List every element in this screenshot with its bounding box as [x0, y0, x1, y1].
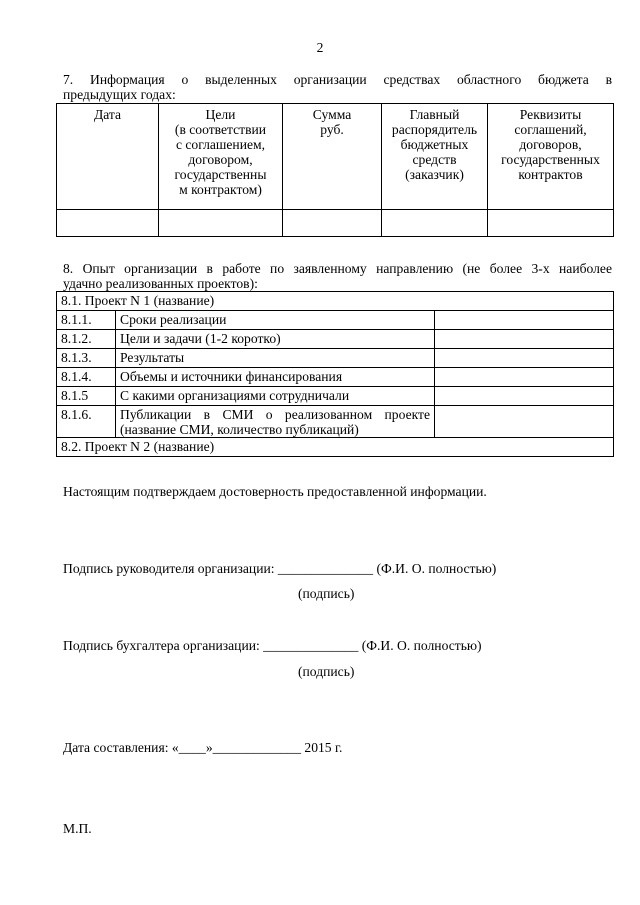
header-text: Реквизиты [519, 107, 582, 122]
row-label: Объемы и источники финансирования [116, 368, 435, 387]
header-text: средств [412, 152, 457, 167]
section7-title-line2: предыдущих годах: [63, 87, 176, 102]
project2-title: 8.2. Проект N 2 (название) [57, 438, 614, 457]
date-line: Дата составления: «____»_____________ 2015 г. [63, 740, 343, 755]
header-text: распорядитель [391, 122, 478, 137]
row-number: 8.1.3. [57, 349, 116, 368]
table-row [57, 387, 614, 406]
row-number: 8.1.5 [57, 387, 116, 406]
header-text: бюджетных [400, 137, 469, 152]
row-label: Цели и задачи (1-2 коротко) [116, 330, 435, 349]
header-sum [283, 104, 382, 210]
table-cell[interactable] [159, 210, 283, 237]
table-cell[interactable] [283, 210, 382, 237]
table-cell[interactable] [57, 210, 159, 237]
header-text: соглашений, [514, 122, 587, 137]
table-header-row [57, 104, 614, 210]
header-requisites [488, 104, 614, 210]
projects-table [56, 291, 614, 457]
header-text: государственны [174, 167, 267, 182]
header-text: (в соответствии [174, 122, 267, 137]
header-text: договоров, [519, 137, 582, 152]
row-number: 8.1.6. [57, 406, 116, 438]
header-text: (заказчик) [405, 167, 464, 182]
row-label: Результаты [116, 349, 435, 368]
row-number: 8.1.2. [57, 330, 116, 349]
section8-title-line2: удачно реализованных проектов): [63, 276, 258, 291]
head-signature-line: Подпись руководителя организации: ______________ (Ф.И. О. полностью) [63, 561, 497, 576]
row-number: 8.1.1. [57, 311, 116, 330]
table-cell[interactable] [382, 210, 488, 237]
table-row [57, 311, 614, 330]
row-label-line1: Публикации в СМИ о реализованном проекте [120, 407, 430, 422]
table-cell[interactable] [435, 349, 614, 368]
page-number: 2 [316, 40, 324, 55]
table-row [57, 438, 614, 457]
table-cell[interactable] [488, 210, 614, 237]
project1-title: 8.1. Проект N 1 (название) [57, 292, 614, 311]
confirmation-text: Настоящим подтверждаем достоверность предоставленной информации. [63, 484, 487, 499]
header-text: м контрактом) [179, 182, 262, 197]
row-label: Сроки реализации [116, 311, 435, 330]
head-signature-caption: (подпись) [298, 586, 355, 601]
row-label-line2: (название СМИ, количество публикаций) [120, 422, 359, 437]
table-row [57, 406, 614, 438]
accountant-signature-caption: (подпись) [298, 664, 355, 679]
header-text: Дата [93, 107, 122, 122]
funding-table [56, 103, 614, 237]
header-text: государственных [501, 152, 600, 167]
header-text: договором, [188, 152, 253, 167]
table-row [57, 349, 614, 368]
header-date [57, 104, 159, 210]
table-cell[interactable] [435, 406, 614, 438]
header-text: контрактов [518, 167, 583, 182]
table-row [57, 330, 614, 349]
header-text: Сумма [312, 107, 352, 122]
table-cell[interactable] [435, 368, 614, 387]
table-cell[interactable] [435, 387, 614, 406]
section7-title-line1: 7. Информация о выделенных организации средствах областного бюджета в [63, 72, 612, 87]
accountant-signature-line: Подпись бухгалтера организации: ______________ (Ф.И. О. полностью) [63, 638, 482, 653]
stamp-placeholder: М.П. [63, 821, 92, 836]
header-manager [382, 104, 488, 210]
table-row [57, 292, 614, 311]
row-label [116, 406, 435, 438]
table-cell[interactable] [435, 311, 614, 330]
header-text: руб. [320, 122, 344, 137]
header-text: Главный [409, 107, 460, 122]
section8-title-line1: 8. Опыт организации в работе по заявленному направлению (не более 3-х наиболее [63, 261, 612, 276]
header-text: Цели [205, 107, 236, 122]
table-row [57, 368, 614, 387]
row-label: С какими организациями сотрудничали [116, 387, 435, 406]
table-cell[interactable] [435, 330, 614, 349]
header-text: с соглашением, [175, 137, 266, 152]
row-number: 8.1.4. [57, 368, 116, 387]
header-goals [159, 104, 283, 210]
table-row [57, 210, 614, 237]
